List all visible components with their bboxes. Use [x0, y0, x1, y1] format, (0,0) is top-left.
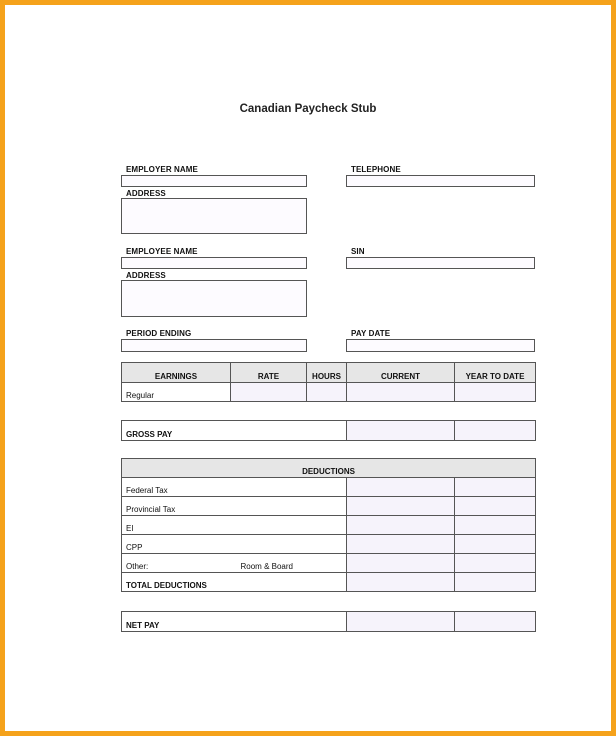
employee-address-label: ADDRESS: [126, 271, 166, 280]
period-ending-field[interactable]: [121, 339, 307, 352]
table-row: [122, 478, 536, 497]
table-row: [122, 516, 536, 535]
earnings-table: [121, 362, 536, 402]
provincial-tax-label: Provincial Tax: [122, 497, 347, 516]
total-deductions-current-cell[interactable]: [347, 573, 455, 592]
sin-field[interactable]: [346, 257, 535, 269]
pay-date-field[interactable]: [346, 339, 535, 352]
other-label: Other:: [122, 554, 237, 573]
regular-current-cell[interactable]: [347, 383, 455, 402]
net-pay-table: [121, 611, 536, 632]
ei-label: EI: [122, 516, 347, 535]
regular-hours-cell[interactable]: [307, 383, 347, 402]
employer-address-label: ADDRESS: [126, 189, 166, 198]
table-row: [122, 421, 536, 441]
pay-date-label: PAY DATE: [351, 329, 391, 338]
gross-pay-label: GROSS PAY: [122, 421, 347, 441]
regular-ytd-cell[interactable]: [455, 383, 536, 402]
net-pay-ytd-cell[interactable]: [455, 612, 536, 632]
employer-name-field[interactable]: [121, 175, 307, 187]
earnings-header: EARNINGS: [122, 363, 231, 383]
employer-name-label: EMPLOYER NAME: [126, 165, 198, 174]
other-value: Room & Board: [237, 554, 347, 573]
cpp-current-cell[interactable]: [347, 535, 455, 554]
telephone-label: TELEPHONE: [351, 165, 401, 174]
regular-label: Regular: [122, 383, 231, 402]
net-pay-current-cell[interactable]: [347, 612, 455, 632]
other-ytd-cell[interactable]: [455, 554, 536, 573]
rate-header: RATE: [231, 363, 307, 383]
table-row: [122, 573, 536, 592]
document-title: Canadian Paycheck Stub: [239, 103, 377, 115]
table-row: [122, 535, 536, 554]
cpp-label: CPP: [122, 535, 347, 554]
deductions-header: DEDUCTIONS: [122, 459, 536, 478]
employee-address-field[interactable]: [121, 280, 307, 317]
federal-tax-ytd-cell[interactable]: [455, 478, 536, 497]
table-row: [122, 612, 536, 632]
cpp-ytd-cell[interactable]: [455, 535, 536, 554]
gross-pay-table: [121, 420, 536, 441]
table-row: [122, 383, 536, 402]
deductions-table: [121, 458, 536, 592]
telephone-field[interactable]: [346, 175, 535, 187]
hours-header: HOURS: [307, 363, 347, 383]
provincial-tax-current-cell[interactable]: [347, 497, 455, 516]
current-header: CURRENT: [347, 363, 455, 383]
table-row: [122, 497, 536, 516]
provincial-tax-ytd-cell[interactable]: [455, 497, 536, 516]
employee-name-label: EMPLOYEE NAME: [126, 247, 198, 256]
period-ending-label: PERIOD ENDING: [126, 329, 192, 338]
gross-pay-ytd-cell[interactable]: [455, 421, 536, 441]
other-current-cell[interactable]: [347, 554, 455, 573]
ei-ytd-cell[interactable]: [455, 516, 536, 535]
year-to-date-header: YEAR TO DATE: [455, 363, 536, 383]
sin-label: SIN: [351, 247, 365, 256]
regular-rate-cell[interactable]: [231, 383, 307, 402]
employee-name-field[interactable]: [121, 257, 307, 269]
gross-pay-current-cell[interactable]: [347, 421, 455, 441]
federal-tax-current-cell[interactable]: [347, 478, 455, 497]
net-pay-label: NET PAY: [122, 612, 347, 632]
table-row: [122, 554, 536, 573]
federal-tax-label: Federal Tax: [122, 478, 347, 497]
total-deductions-label: TOTAL DEDUCTIONS: [122, 573, 347, 592]
total-deductions-ytd-cell[interactable]: [455, 573, 536, 592]
ei-current-cell[interactable]: [347, 516, 455, 535]
employer-address-field[interactable]: [121, 198, 307, 234]
